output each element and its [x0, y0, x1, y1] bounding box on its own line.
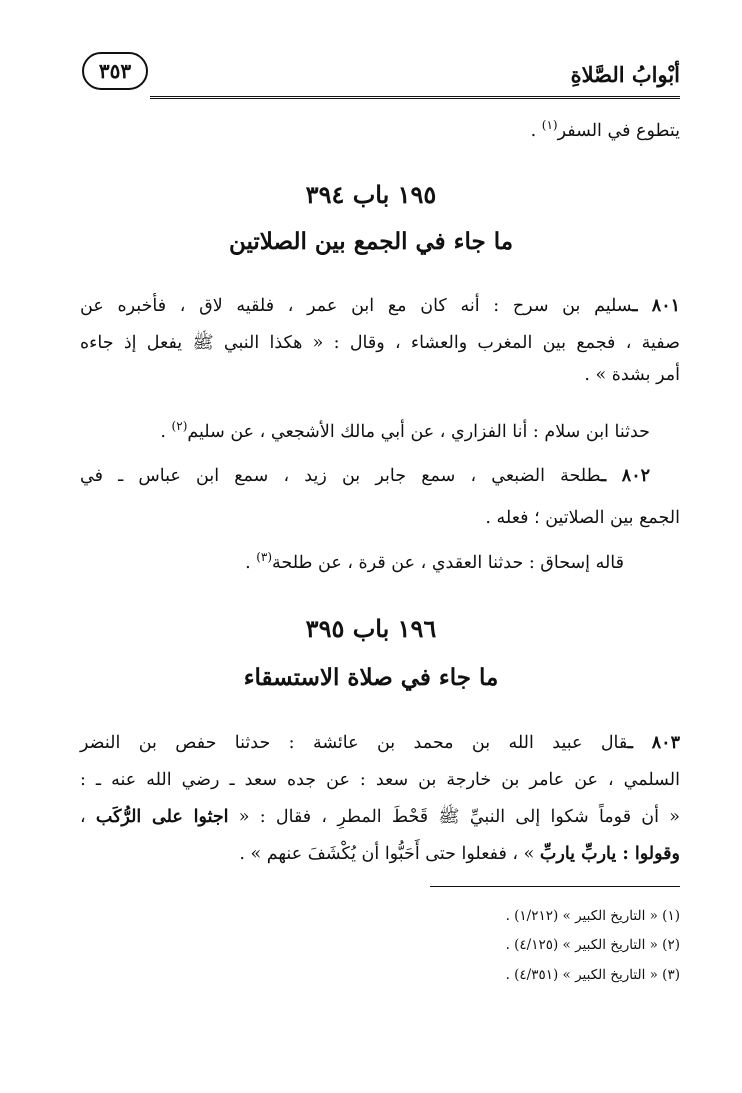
hadith-803-line-3: [80, 805, 680, 831]
header-rule: [150, 96, 680, 99]
hadith-803-bold-3: اجثوا على الرُّكَب: [95, 807, 229, 827]
hadith-801-line-3: أمر بشدة » .: [584, 365, 680, 385]
chapter-heading-195: ١٩٥ باب ٣٩٤: [305, 180, 437, 209]
hadith-802-text-1: طلحة الضبعي ، سمع جابر بن زيد ، سمع ابن عباس ـ في: [80, 466, 601, 486]
hadith-803-text-4: » ، ففعلوا حتى أَحَبُّوا أن يُكْشَفَ عنهم » .: [239, 844, 540, 864]
hadith-801-line-2: صفية ، فجمع بين المغرب والعشاء ، وقال : « هكذا النبي ﷺ يفعل إذ جاءه: [80, 333, 680, 353]
hadith-803-text-3c: ،: [80, 807, 96, 827]
footnote-2: (٢) « التاريخ الكبير » (٤/١٢٥) .: [505, 937, 680, 953]
footnote-ref-2: (٢): [171, 419, 188, 433]
footnote-3: (٣) « التاريخ الكبير » (٤/٣٥١) .: [505, 967, 680, 983]
intro-text: يتطوع في السفر: [557, 120, 680, 141]
hadith-803-text-3a: « أن قوماً شكوا إلى النبيِّ ﷺ قَحْطَ المطرِ ، فقال : «: [228, 807, 680, 827]
intro-tail: .: [530, 120, 542, 141]
chapter-title-195: ما جاء في الجمع بين الصلاتين: [228, 228, 514, 255]
intro-line: [531, 118, 680, 141]
isnad-802: [245, 550, 624, 573]
footnote-rule: [430, 886, 680, 887]
hadith-number-802: ٨٠٢ ـ: [600, 466, 650, 486]
footnote-ref-1: (١): [541, 118, 558, 132]
chapter-heading-196: ١٩٦ باب ٣٩٥: [305, 614, 437, 643]
isnad-802-tail: .: [245, 552, 257, 573]
hadith-803-line-2: السلمي ، عن عامر بن خارجة بن سعد : عن جده سعد ـ رضي الله عنه ـ :: [80, 770, 680, 790]
isnad-801-tail: .: [160, 421, 172, 442]
isnad-801-text: حدثنا ابن سلام : أنا الفزاري ، عن أبي مالك الأشجعي ، عن سليم: [187, 421, 650, 442]
page-number-badge: ٣٥٣: [82, 52, 148, 90]
hadith-803-line-1: [80, 733, 680, 753]
hadith-number-801: ٨٠١ ـ: [632, 296, 680, 316]
isnad-802-text: قاله إسحاق : حدثنا العقدي ، عن قرة ، عن طلحة: [272, 552, 624, 573]
hadith-801-line-1: [80, 296, 680, 316]
hadith-803-bold-4: وقولوا : ياربِّ ياربِّ: [539, 844, 680, 864]
footnote-1: (١) « التاريخ الكبير » (١/٢١٢) .: [505, 908, 680, 924]
hadith-803-text-1: قال عبيد الله بن محمد بن عائشة : حدثنا حفص بن النضر: [80, 733, 628, 753]
hadith-802-line-2: الجمع بين الصلاتين ؛ فعله .: [485, 508, 680, 528]
hadith-801-text-1: سليم بن سرح : أنه كان مع ابن عمر ، فلقيه لاق ، فأخبره عن: [80, 296, 633, 316]
footnote-ref-3: (٣): [256, 550, 273, 564]
running-header-title: أبْوابُ الصَّلاةِ: [570, 62, 680, 87]
chapter-title-196: ما جاء في صلاة الاستسقاء: [243, 664, 499, 691]
hadith-803-line-4: [239, 844, 680, 864]
hadith-802-line-1: [80, 466, 650, 486]
isnad-801: [160, 419, 650, 442]
hadith-number-803: ٨٠٣ ـ: [627, 733, 680, 753]
